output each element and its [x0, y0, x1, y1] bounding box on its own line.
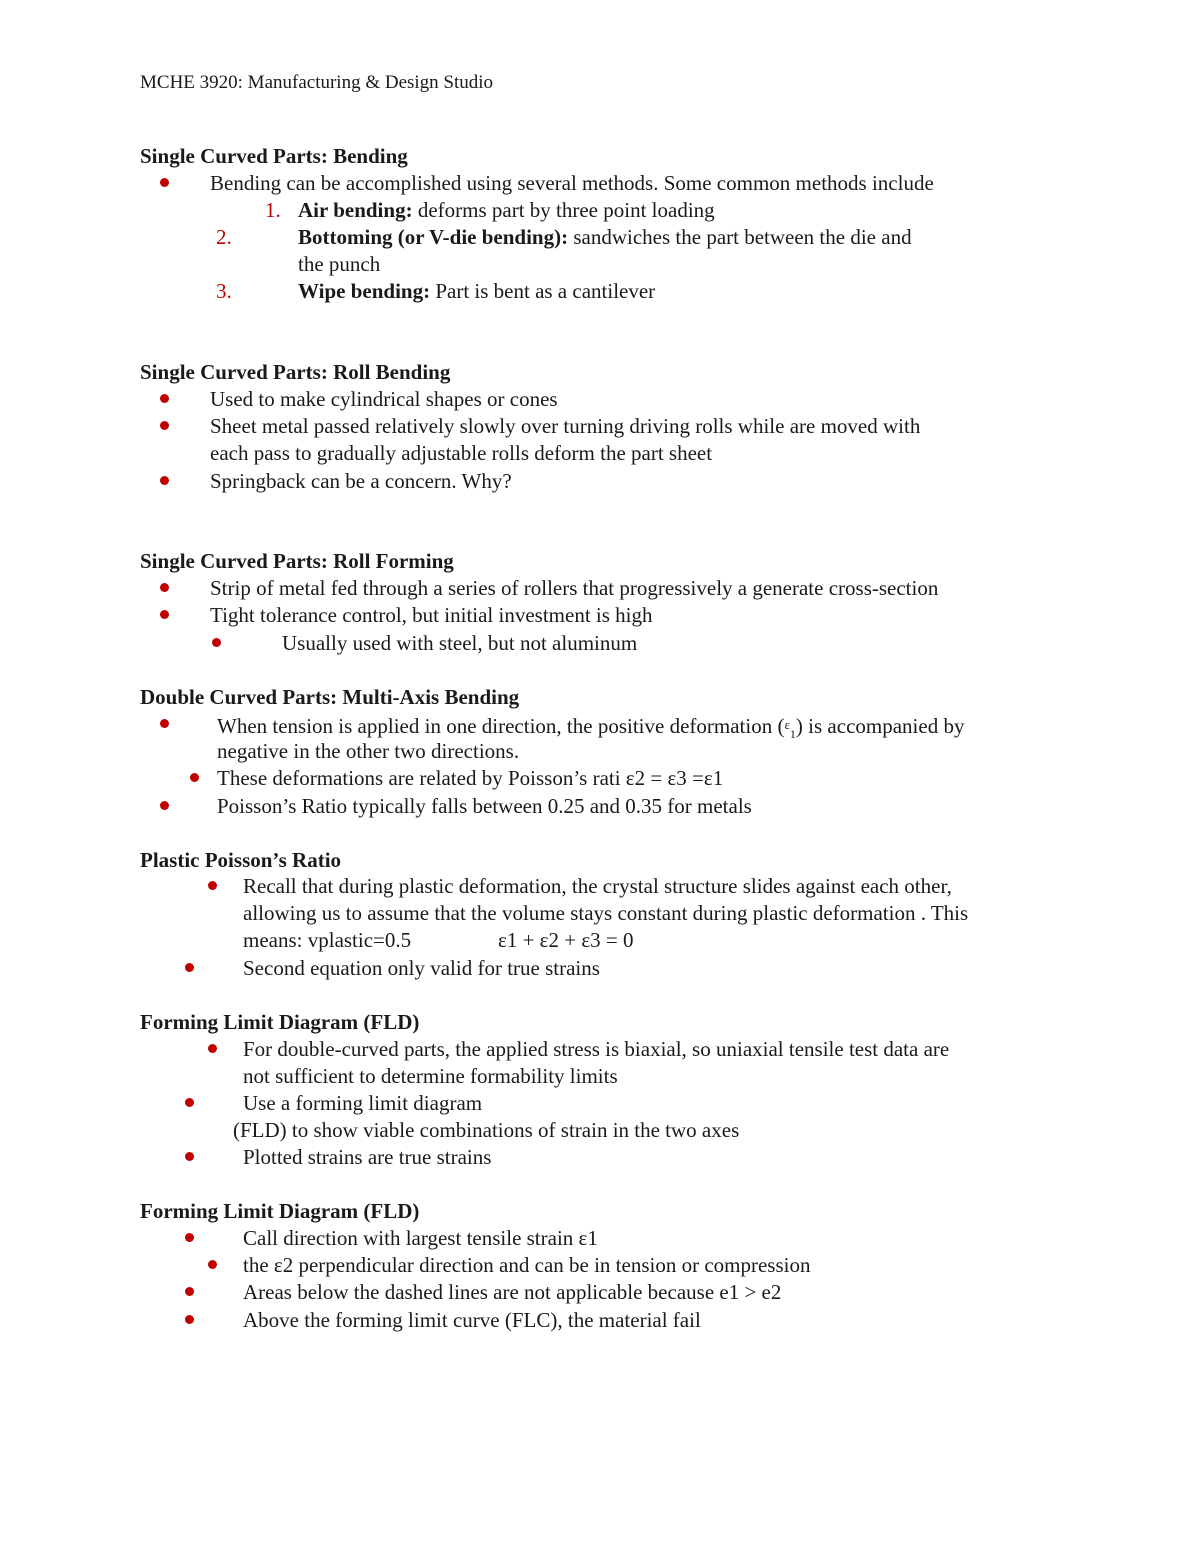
- list-number: 1.: [265, 198, 281, 222]
- section-title-multi-axis: Double Curved Parts: Multi-Axis Bending: [140, 685, 520, 709]
- bullet-text: Poisson’s Ratio typically falls between 0.25 and 0.35 for metals: [217, 794, 752, 818]
- bullet-icon: [190, 773, 199, 782]
- bullet-icon: [160, 583, 169, 592]
- epsilon-symbol: ε: [784, 717, 790, 732]
- bullet-icon: [160, 719, 169, 728]
- bullet-text: the ε2 perpendicular direction and can be in tension or compression: [243, 1253, 811, 1277]
- term-label: Air bending:: [298, 198, 413, 222]
- section-title-plastic-poisson: Plastic Poisson’s Ratio: [140, 848, 342, 872]
- bullet-text-continuation: allowing us to assume that the volume stays constant during plastic deformation . This: [243, 901, 969, 925]
- list-item-air-bending: [298, 197, 715, 224]
- bullet-text: Springback can be a concern. Why?: [210, 469, 512, 493]
- bullet-icon: [208, 881, 217, 890]
- bullet-icon: [208, 1260, 217, 1269]
- bullet-text: Used to make cylindrical shapes or cones: [210, 387, 558, 411]
- list-item-continuation: the punch: [298, 252, 381, 276]
- bullet-icon: [185, 1287, 194, 1296]
- bullet-text-continuation: (FLD) to show viable combinations of strain in the two axes: [233, 1118, 740, 1142]
- bullet-icon: [160, 476, 169, 485]
- bullet-text: Bending can be accomplished using several methods. Some common methods include: [210, 171, 934, 195]
- bullet-icon: [212, 638, 221, 647]
- bullet-text: Above the forming limit curve (FLC), the material fail: [243, 1308, 701, 1332]
- bullet-text: Tight tolerance control, but initial investment is high: [210, 603, 653, 627]
- bullet-text: Plotted strains are true strains: [243, 1145, 492, 1169]
- bullet-icon: [185, 1152, 194, 1161]
- bullet-text-continuation: not sufficient to determine formability limits: [243, 1064, 618, 1088]
- volume-equation: ε1 + ε2 + ε3 = 0: [498, 928, 634, 952]
- term-label: Wipe bending:: [298, 279, 431, 303]
- section-title-roll-bending: Single Curved Parts: Roll Bending: [140, 360, 451, 384]
- sub-bullet-text: Usually used with steel, but not aluminum: [282, 631, 638, 655]
- bullet-icon: [160, 610, 169, 619]
- bullet-icon: [160, 178, 169, 187]
- bullet-text-continuation: negative in the other two directions.: [217, 739, 520, 763]
- bullet-icon: [160, 801, 169, 810]
- bullet-text: Second equation only valid for true strains: [243, 956, 600, 980]
- term-label: Bottoming (or V-die bending):: [298, 225, 569, 249]
- list-number: 3.: [216, 279, 232, 303]
- list-number: 2.: [216, 225, 232, 249]
- section-title-roll-forming: Single Curved Parts: Roll Forming: [140, 549, 454, 573]
- bullet-icon: [160, 394, 169, 403]
- bullet-text: Recall that during plastic deformation, the crystal structure slides against each other,: [243, 874, 952, 898]
- bullet-text: Sheet metal passed relatively slowly over turning driving rolls while are moved with: [210, 414, 921, 438]
- section-title-fld-2: Forming Limit Diagram (FLD): [140, 1199, 420, 1223]
- bullet-text: These deformations are related by Poisson’s rati ε2 = ε3 =ε1: [217, 766, 724, 790]
- section-title-bending: Single Curved Parts: Bending: [140, 144, 408, 168]
- bullet-icon: [185, 1315, 194, 1324]
- text-part: ) is accompanied by: [795, 714, 965, 738]
- term-desc: deforms part by three point loading: [412, 198, 715, 222]
- bullet-icon: [185, 1098, 194, 1107]
- bullet-text: Areas below the dashed lines are not applicable because e1 > e2: [243, 1280, 782, 1304]
- list-item-wipe-bending: [298, 278, 655, 305]
- bullet-icon: [208, 1044, 217, 1053]
- bullet-icon: [160, 421, 169, 430]
- text-part: When tension is applied in one direction, the positive deformation (: [217, 714, 785, 738]
- bullet-text: Call direction with largest tensile strain ε1: [243, 1226, 598, 1250]
- term-desc: Part is bent as a cantilever: [430, 279, 656, 303]
- term-desc: sandwiches the part between the die and: [568, 225, 912, 249]
- subscript: 1: [789, 727, 796, 742]
- bullet-icon: [185, 1233, 194, 1242]
- bullet-text: For double-curved parts, the applied stress is biaxial, so uniaxial tensile test data are: [243, 1037, 950, 1061]
- page-header: MCHE 3920: Manufacturing & Design Studio: [140, 72, 494, 93]
- bullet-text-continuation: means: vplastic=0.5: [243, 928, 412, 952]
- list-item-bottoming: [298, 224, 912, 251]
- section-title-fld: Forming Limit Diagram (FLD): [140, 1010, 420, 1034]
- bullet-icon: [185, 963, 194, 972]
- bullet-text: Use a forming limit diagram: [243, 1091, 483, 1115]
- bullet-text-continuation: each pass to gradually adjustable rolls deform the part sheet: [210, 441, 713, 465]
- bullet-text: Strip of metal fed through a series of rollers that progressively a generate cross-section: [210, 576, 939, 600]
